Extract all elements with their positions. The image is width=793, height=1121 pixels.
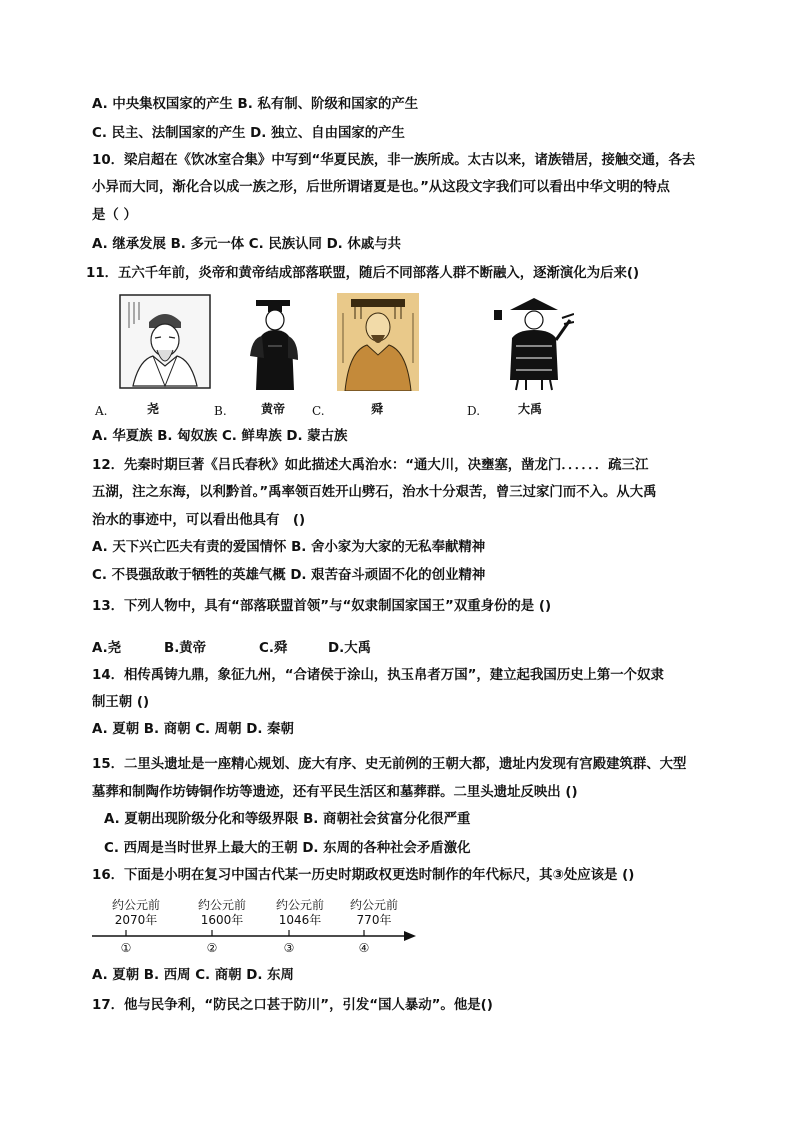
- timeline-label-3-year: 1046年: [278, 913, 322, 927]
- q9-options-line2: C. 民主、法制国家的产生 D. 独立、自由国家的产生: [92, 126, 405, 141]
- q11-options: A. 华夏族 B. 匈奴族 C. 鲜卑族 D. 蒙古族: [92, 429, 348, 444]
- q15-options-line1: A. 夏朝出现阶级分化和等级界限 B. 商朝社会贫富分化很严重: [104, 812, 471, 827]
- timeline-label-2-year: 1600年: [200, 913, 244, 927]
- timeline-mark-3: ③: [283, 941, 295, 955]
- q11-stem: 11．五六千年前，炎帝和黄帝结成部落联盟，随后不同部落人群不断融入，逐渐演化为后来(): [86, 266, 640, 281]
- q11-picture-d-caption: 大禹: [518, 402, 543, 416]
- timeline-mark-2: ②: [206, 941, 218, 955]
- timeline-label-4-top: 约公元前: [349, 898, 398, 912]
- timeline-label-1-year: 2070年: [114, 913, 158, 927]
- timeline-label-4-year: 770年: [356, 913, 392, 927]
- q17-stem: 17．他与民争利，“防民之口甚于防川”，引发“国人暴动”。他是(): [92, 998, 493, 1013]
- q10-stem-line3: 是（ ）: [92, 208, 137, 223]
- q10-stem-line2: 小异而大同，渐化合以成一族之形，后世所谓诸夏是也。”从这段文字我们可以看出中华文明的特点: [92, 180, 670, 195]
- huangdi-figure-icon: [242, 296, 304, 392]
- dayu-figure-icon: [492, 296, 574, 392]
- q16-stem: 16．下面是小明在复习中国古代某一历史时期政权更迭时制作的年代标尺，其③处应该是 (): [92, 868, 635, 883]
- q13-option-c: C.舜: [259, 641, 288, 656]
- timeline-mark-4: ④: [358, 941, 370, 955]
- q13-option-b: B.黄帝: [164, 641, 207, 656]
- timeline-label-2-top: 约公元前: [197, 898, 246, 912]
- q15-options-line2: C. 西周是当时世界上最大的王朝 D. 东周的各种社会矛盾激化: [104, 841, 471, 856]
- q12-stem-line2: 五湖，注之东海，以利黔首。”禹率领百姓开山劈石，治水十分艰苦，曾三过家门而不入。从大禹: [92, 485, 657, 500]
- yao-portrait-icon: [119, 294, 211, 389]
- q10-options: A. 继承发展 B. 多元一体 C. 民族认同 D. 休戚与共: [92, 237, 401, 252]
- q11-picture-d-letter: D.: [467, 404, 481, 418]
- q11-picture-b-caption: 黄帝: [261, 402, 286, 416]
- timeline-label-3-top: 约公元前: [275, 898, 324, 912]
- q14-stem-line2: 制王朝 (): [92, 695, 150, 710]
- q12-options-line2: C. 不畏强敌敢于牺牲的英雄气概 D. 艰苦奋斗顽固不化的创业精神: [92, 568, 486, 583]
- q11-picture-b-letter: B.: [214, 404, 227, 418]
- q15-stem-line2: 墓葬和制陶作坊铸铜作坊等遗迹，还有平民生活区和墓葬群。二里头遗址反映出 (): [92, 785, 578, 800]
- q13-stem: 13．下列人物中，具有“部落联盟首领”与“奴隶制国家国王”双重身份的是 (): [92, 599, 552, 614]
- timeline-label-1-top: 约公元前: [111, 898, 160, 912]
- q12-options-line1: A. 天下兴亡匹夫有责的爱国情怀 B. 舍小家为大家的无私奉献精神: [92, 540, 486, 555]
- q16-options: A. 夏朝 B. 西周 C. 商朝 D. 东周: [92, 968, 294, 983]
- q13-option-a: A.尧: [92, 641, 122, 656]
- q13-option-d: D.大禹: [328, 641, 371, 656]
- q10-stem-line1: 10．梁启超在《饮冰室合集》中写到“华夏民族，非一族所成。太古以来，诸族错居，接触交通，各去: [92, 153, 696, 168]
- q11-picture-a-letter: A.: [95, 404, 108, 418]
- q9-options-line1: A. 中央集权国家的产生 B. 私有制、阶级和国家的产生: [92, 97, 419, 112]
- q12-stem-line1: 12．先秦时期巨著《吕氏春秋》如此描述大禹治水：“通大川，决壅塞，凿龙门．．．．．．疏三江: [92, 458, 649, 473]
- q15-stem-line1: 15．二里头遗址是一座精心规划、庞大有序、史无前例的王朝大都，遗址内发现有宫殿建筑群、大型: [92, 757, 687, 772]
- q14-options: A. 夏朝 B. 商朝 C. 周朝 D. 秦朝: [92, 722, 294, 737]
- q11-picture-c-caption: 舜: [371, 402, 384, 416]
- q12-stem-line3: 治水的事迹中，可以看出他具有 (): [92, 513, 306, 528]
- shun-portrait-icon: [337, 293, 419, 391]
- q11-picture-c-letter: C.: [312, 404, 325, 418]
- q11-picture-a-caption: 尧: [147, 402, 160, 416]
- q14-stem-line1: 14．相传禹铸九鼎，象征九州，“合诸侯于涂山，执玉帛者万国”，建立起我国历史上第一个奴隶: [92, 668, 664, 683]
- timeline-mark-1: ①: [120, 941, 132, 955]
